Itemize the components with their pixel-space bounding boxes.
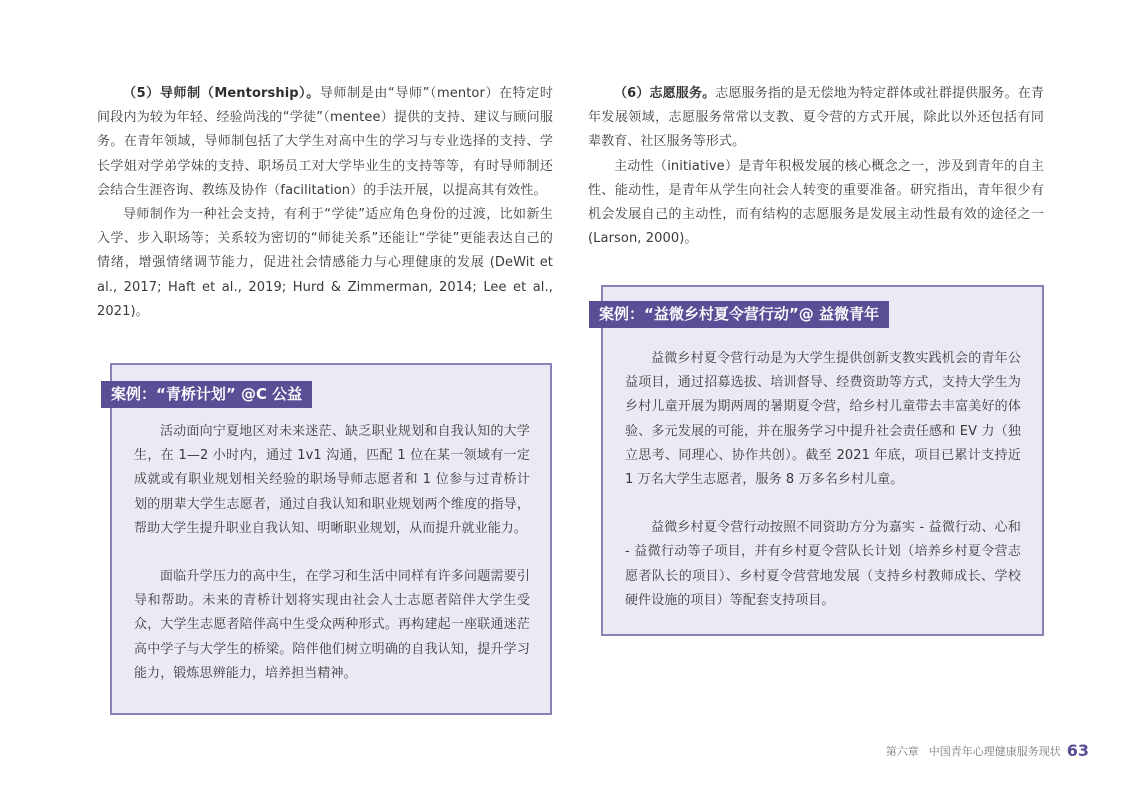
footer-title: 中国青年心理健康服务现状 [928,745,1061,758]
mentorship-text: 导师制是由“导师”（mentor）在特定时间段内为较为年轻、经验尚浅的“学徒”（mentee）提供的支持、建议与顾问服务。在青年领域，导师制包括了大学生对高中生的学习与专业选择的支持、学长学姐对学弟学妹的支持、职场员工对大学毕业生的支持等等，有时导师制还会结合生涯咨询、教练及协作（facilitation）的手法开展，以提高其有效性。 [97,86,554,198]
right-column [588,82,1044,251]
case-qingqiao-paragraph-2: 面临升学压力的高中生，在学习和生活中同样有许多问题需要引导和帮助。未来的青桥计划将实现由社会人士志愿者陪伴大学生受众，大学生志愿者陪伴高中生受众两种形式。再构建起一座联通迷茫高中学子与大学生的桥梁。陪伴他们树立明确的自我认知，提升学习能力，锻炼思辨能力，培养担当精神。 [134,569,530,681]
case-qingqiao-paragraph-1: 活动面向宁夏地区对未来迷茫、缺乏职业规划和自我认知的大学生，在 1—2 小时内，通过 1v1 沟通，匹配 1 位在某一领域有一定成就或有职业规划相关经验的职场导师志愿者和 1 位参与过青桥计划的朋辈大学生志愿者，通过自我认知和职业规划两个维度的指导，帮助大学生提升职业自我认知、明晰职业规划，从而提升就业能力。 [134,424,530,536]
mentorship-paragraph [97,82,553,203]
footer-chapter: 第六章 [885,745,919,758]
case-body-yiwei [625,347,1021,613]
page-number: 63 [1066,741,1089,760]
case-title-qingqiao: 案例：“青桥计划” @C 公益 [101,381,312,408]
case-title-yiwei: 案例：“益微乡村夏令营行动”@ 益微青年 [589,301,889,328]
left-column [97,82,553,324]
mentorship-heading: （5）导师制（Mentorship）。 [123,86,320,101]
case-yiwei-paragraph-1: 益微乡村夏令营行动是为大学生提供创新支教实践机会的青年公益项目，通过招募选拔、培训督导、经费资助等方式，支持大学生为乡村儿童开展为期两周的暑期夏令营，给乡村儿童带去丰富美好的体验、多元发展的可能，并在服务学习中提升社会责任感和 EV 力（独立思考、同理心、协作共创）。截至 2021 年底，项目已累计支持近 1 万名大学生志愿者，服务 8 万多名乡村儿童。 [625,351,1021,488]
volunteer-heading: （6）志愿服务。 [614,86,716,101]
initiative-paragraph: 主动性（initiative）是青年积极发展的核心概念之一，涉及到青年的自主性、能动性，是青年从学生向社会人转变的重要准备。研究指出，青年很少有机会发展自己的主动性，而有结构的志愿服务是发展主动性最有效的途径之一 (Larson, 2000)。 [588,158,1044,247]
case-yiwei-paragraph-2: 益微乡村夏令营行动按照不同资助方分为嘉实 - 益微行动、心和 - 益微行动等子项目，并有乡村夏令营队长计划（培养乡村夏令营志愿者队长的项目）、乡村夏令营营地发展（支持乡村教师成长、学校硬件设施的项目）等配套支持项目。 [625,520,1021,608]
page-footer [886,741,1089,760]
volunteer-paragraph [588,82,1044,155]
case-box-qingqiao [110,363,552,715]
mentorship-support-paragraph: 导师制作为一种社会支持，有利于“学徒”适应角色身份的过渡，比如新生入学、步入职场等；关系较为密切的“师徒关系”还能让“学徒”更能表达自己的情绪，增强情绪调节能力，促进社会情感能力与心理健康的发展 (DeWit et al., 2017; Haft et al., 2019; Hurd & Zimmerman, 2014; Lee et al., 2021)。 [97,207,553,319]
case-body-qingqiao [134,420,530,686]
volunteer-text: 志愿服务指的是无偿地为特定群体或社群提供服务。在青年发展领域，志愿服务常常以支教、夏令营的方式开展，除此以外还包括有同辈教育、社区服务等形式。 [588,86,1044,150]
case-box-yiwei [601,285,1044,636]
